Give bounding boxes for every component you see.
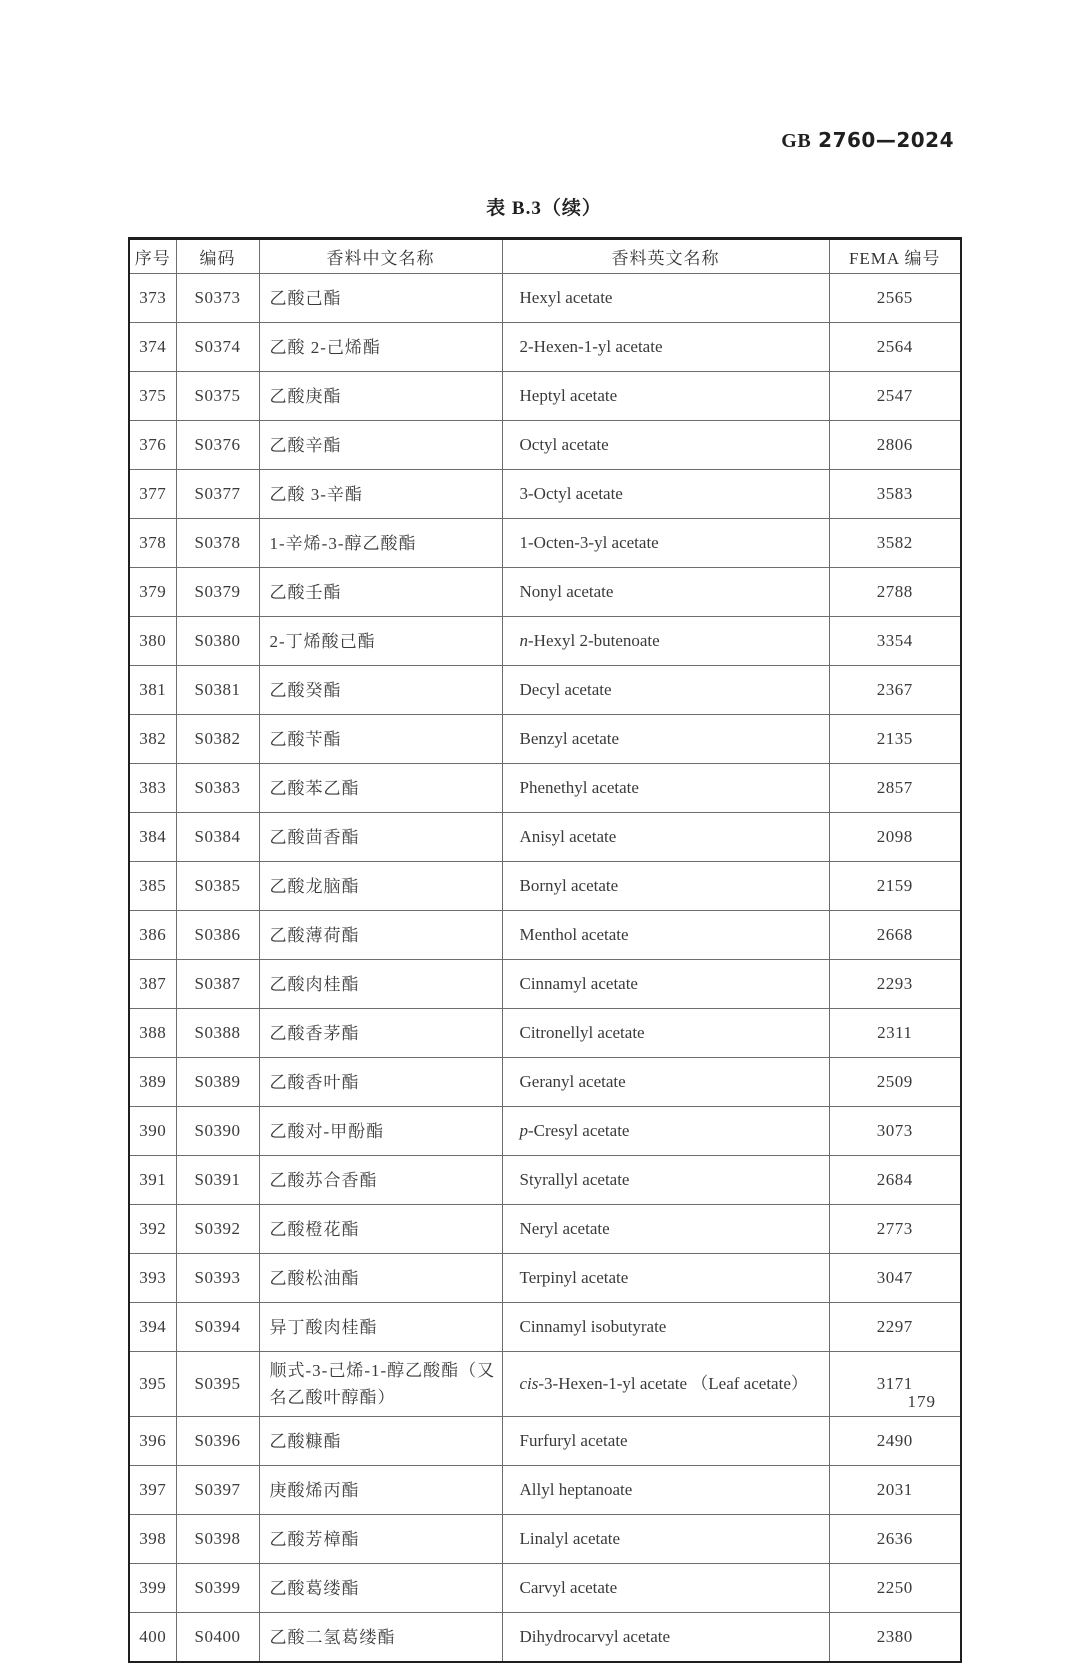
row-fema: 2547 bbox=[829, 372, 961, 421]
row-chinese-name: 2-丁烯酸己酯 bbox=[259, 617, 502, 666]
row-chinese-name: 乙酸苯乙酯 bbox=[259, 764, 502, 813]
row-chinese-name: 乙酸香叶酯 bbox=[259, 1058, 502, 1107]
row-english-text: Carvyl acetate bbox=[519, 1578, 618, 1597]
row-english-name bbox=[502, 862, 829, 911]
table-row bbox=[129, 519, 961, 568]
row-english-text: 1-Octen-3-yl acetate bbox=[519, 533, 659, 552]
row-english-name bbox=[502, 764, 829, 813]
row-english-text: Geranyl acetate bbox=[519, 1072, 626, 1091]
row-code: S0395 bbox=[176, 1352, 259, 1417]
table-row bbox=[129, 960, 961, 1009]
row-english-name bbox=[502, 372, 829, 421]
row-english-name bbox=[502, 274, 829, 323]
row-fema: 2668 bbox=[829, 911, 961, 960]
row-code: S0385 bbox=[176, 862, 259, 911]
row-chinese-name: 乙酸己酯 bbox=[259, 274, 502, 323]
row-serial: 373 bbox=[129, 274, 176, 323]
row-chinese-name: 乙酸辛酯 bbox=[259, 421, 502, 470]
row-english-text: Styrallyl acetate bbox=[519, 1170, 630, 1189]
row-code: S0387 bbox=[176, 960, 259, 1009]
row-english-italic-prefix: n bbox=[519, 631, 528, 650]
table-row bbox=[129, 421, 961, 470]
row-english-text: Bornyl acetate bbox=[519, 876, 619, 895]
table-row bbox=[129, 1058, 961, 1107]
row-fema: 2098 bbox=[829, 813, 961, 862]
table-row bbox=[129, 1352, 961, 1417]
row-serial: 388 bbox=[129, 1009, 176, 1058]
row-code: S0384 bbox=[176, 813, 259, 862]
row-chinese-name: 1-辛烯-3-醇乙酸酯 bbox=[259, 519, 502, 568]
row-english-name bbox=[502, 519, 829, 568]
row-chinese-name: 乙酸茴香酯 bbox=[259, 813, 502, 862]
row-code: S0392 bbox=[176, 1205, 259, 1254]
row-code: S0381 bbox=[176, 666, 259, 715]
row-english-name bbox=[502, 1254, 829, 1303]
row-code: S0396 bbox=[176, 1417, 259, 1466]
row-code: S0375 bbox=[176, 372, 259, 421]
row-fema: 2684 bbox=[829, 1156, 961, 1205]
row-english-name bbox=[502, 1156, 829, 1205]
row-code: S0397 bbox=[176, 1466, 259, 1515]
table-row bbox=[129, 1107, 961, 1156]
row-serial: 393 bbox=[129, 1254, 176, 1303]
row-fema: 2564 bbox=[829, 323, 961, 372]
row-chinese-name: 乙酸肉桂酯 bbox=[259, 960, 502, 1009]
table-row bbox=[129, 617, 961, 666]
table-row bbox=[129, 1564, 961, 1613]
row-english-name bbox=[502, 1107, 829, 1156]
row-serial: 394 bbox=[129, 1303, 176, 1352]
row-serial: 400 bbox=[129, 1613, 176, 1663]
row-serial: 387 bbox=[129, 960, 176, 1009]
table-row bbox=[129, 1613, 961, 1663]
doc-code-prefix: GB bbox=[781, 130, 812, 152]
row-chinese-name: 乙酸庚酯 bbox=[259, 372, 502, 421]
row-fema: 2773 bbox=[829, 1205, 961, 1254]
row-fema: 2490 bbox=[829, 1417, 961, 1466]
row-code: S0386 bbox=[176, 911, 259, 960]
col-header-code: 编码 bbox=[176, 239, 259, 274]
row-fema: 3354 bbox=[829, 617, 961, 666]
table-row bbox=[129, 1466, 961, 1515]
table-row bbox=[129, 1417, 961, 1466]
row-english-name bbox=[502, 1352, 829, 1417]
row-english-name bbox=[502, 1009, 829, 1058]
row-serial: 383 bbox=[129, 764, 176, 813]
table-row bbox=[129, 911, 961, 960]
row-english-text: Cinnamyl isobutyrate bbox=[519, 1317, 667, 1336]
row-serial: 392 bbox=[129, 1205, 176, 1254]
row-serial: 391 bbox=[129, 1156, 176, 1205]
row-english-text: Furfuryl acetate bbox=[519, 1431, 628, 1450]
row-fema: 3171 bbox=[829, 1352, 961, 1417]
row-english-text: Neryl acetate bbox=[519, 1219, 610, 1238]
table-row bbox=[129, 1515, 961, 1564]
row-serial: 379 bbox=[129, 568, 176, 617]
row-english-name bbox=[502, 1417, 829, 1466]
page-number: 179 bbox=[907, 1392, 936, 1411]
row-chinese-name: 乙酸苄酯 bbox=[259, 715, 502, 764]
row-english-text: Heptyl acetate bbox=[519, 386, 618, 405]
table-title: 表 B.3（续） bbox=[486, 198, 602, 219]
table-row bbox=[129, 1254, 961, 1303]
table-row bbox=[129, 1009, 961, 1058]
table-row bbox=[129, 862, 961, 911]
row-code: S0390 bbox=[176, 1107, 259, 1156]
row-english-name bbox=[502, 421, 829, 470]
row-serial: 385 bbox=[129, 862, 176, 911]
row-english-name bbox=[502, 1058, 829, 1107]
row-serial: 389 bbox=[129, 1058, 176, 1107]
row-code: S0388 bbox=[176, 1009, 259, 1058]
table-row bbox=[129, 323, 961, 372]
row-fema: 2788 bbox=[829, 568, 961, 617]
table-row bbox=[129, 372, 961, 421]
doc-code bbox=[781, 128, 954, 153]
row-english-name bbox=[502, 1466, 829, 1515]
row-serial: 396 bbox=[129, 1417, 176, 1466]
row-english-name bbox=[502, 715, 829, 764]
row-serial: 395 bbox=[129, 1352, 176, 1417]
row-english-text: -3-Hexen-1-yl acetate （Leaf acetate） bbox=[538, 1374, 808, 1393]
table-row bbox=[129, 1303, 961, 1352]
row-english-name bbox=[502, 617, 829, 666]
row-chinese-name: 乙酸葛缕酯 bbox=[259, 1564, 502, 1613]
table-row bbox=[129, 1156, 961, 1205]
row-english-italic-prefix: cis bbox=[519, 1374, 539, 1393]
table-row bbox=[129, 568, 961, 617]
table-row bbox=[129, 813, 961, 862]
col-header-serial: 序号 bbox=[129, 239, 176, 274]
row-chinese-name: 乙酸薄荷酯 bbox=[259, 911, 502, 960]
row-chinese-name: 乙酸松油酯 bbox=[259, 1254, 502, 1303]
row-english-text: Octyl acetate bbox=[519, 435, 609, 454]
row-code: S0373 bbox=[176, 274, 259, 323]
col-header-english-name: 香料英文名称 bbox=[502, 239, 829, 274]
row-code: S0394 bbox=[176, 1303, 259, 1352]
row-chinese-name: 乙酸龙脑酯 bbox=[259, 862, 502, 911]
row-english-text: Linalyl acetate bbox=[519, 1529, 621, 1548]
row-english-text: Terpinyl acetate bbox=[519, 1268, 629, 1287]
row-code: S0400 bbox=[176, 1613, 259, 1663]
row-english-name bbox=[502, 960, 829, 1009]
row-serial: 374 bbox=[129, 323, 176, 372]
row-english-name bbox=[502, 1303, 829, 1352]
table-row bbox=[129, 470, 961, 519]
row-english-text: Hexyl acetate bbox=[519, 288, 613, 307]
row-code: S0389 bbox=[176, 1058, 259, 1107]
row-english-name bbox=[502, 911, 829, 960]
row-chinese-name: 乙酸对-甲酚酯 bbox=[259, 1107, 502, 1156]
row-english-text: Dihydrocarvyl acetate bbox=[519, 1627, 671, 1646]
row-fema: 2293 bbox=[829, 960, 961, 1009]
row-fema: 2806 bbox=[829, 421, 961, 470]
row-fema: 2311 bbox=[829, 1009, 961, 1058]
row-code: S0379 bbox=[176, 568, 259, 617]
row-serial: 378 bbox=[129, 519, 176, 568]
row-english-name bbox=[502, 1205, 829, 1254]
row-english-text: Cinnamyl acetate bbox=[519, 974, 638, 993]
row-serial: 382 bbox=[129, 715, 176, 764]
col-header-chinese-name: 香料中文名称 bbox=[259, 239, 502, 274]
row-english-name bbox=[502, 568, 829, 617]
row-serial: 381 bbox=[129, 666, 176, 715]
row-code: S0399 bbox=[176, 1564, 259, 1613]
row-english-text: Decyl acetate bbox=[519, 680, 612, 699]
row-code: S0376 bbox=[176, 421, 259, 470]
row-code: S0382 bbox=[176, 715, 259, 764]
table-row bbox=[129, 666, 961, 715]
row-english-text: Phenethyl acetate bbox=[519, 778, 639, 797]
row-fema: 2857 bbox=[829, 764, 961, 813]
header-row bbox=[129, 239, 961, 274]
row-fema: 3073 bbox=[829, 1107, 961, 1156]
row-code: S0383 bbox=[176, 764, 259, 813]
row-chinese-name: 乙酸癸酯 bbox=[259, 666, 502, 715]
row-code: S0393 bbox=[176, 1254, 259, 1303]
row-fema: 2135 bbox=[829, 715, 961, 764]
row-english-name bbox=[502, 470, 829, 519]
row-serial: 380 bbox=[129, 617, 176, 666]
row-fema: 3582 bbox=[829, 519, 961, 568]
row-english-name bbox=[502, 1515, 829, 1564]
row-code: S0398 bbox=[176, 1515, 259, 1564]
table-row bbox=[129, 764, 961, 813]
row-fema: 2565 bbox=[829, 274, 961, 323]
row-fema: 2636 bbox=[829, 1515, 961, 1564]
row-english-name bbox=[502, 666, 829, 715]
row-fema: 2509 bbox=[829, 1058, 961, 1107]
col-header-fema: FEMA 编号 bbox=[829, 239, 961, 274]
row-english-text: Anisyl acetate bbox=[519, 827, 617, 846]
row-code: S0391 bbox=[176, 1156, 259, 1205]
row-chinese-name: 异丁酸肉桂酯 bbox=[259, 1303, 502, 1352]
row-chinese-name: 乙酸橙花酯 bbox=[259, 1205, 502, 1254]
row-english-text: -Cresyl acetate bbox=[528, 1121, 630, 1140]
doc-code-number: 2760—2024 bbox=[818, 128, 954, 152]
row-english-name bbox=[502, 1613, 829, 1663]
row-chinese-name: 庚酸烯丙酯 bbox=[259, 1466, 502, 1515]
row-chinese-name: 顺式-3-己烯-1-醇乙酸酯（又名乙酸叶醇酯） bbox=[259, 1352, 502, 1417]
row-serial: 376 bbox=[129, 421, 176, 470]
row-fema: 3583 bbox=[829, 470, 961, 519]
table-row bbox=[129, 1205, 961, 1254]
row-english-text: Menthol acetate bbox=[519, 925, 629, 944]
row-fema: 2297 bbox=[829, 1303, 961, 1352]
table-row bbox=[129, 274, 961, 323]
row-serial: 390 bbox=[129, 1107, 176, 1156]
row-english-text: -Hexyl 2-butenoate bbox=[528, 631, 660, 650]
row-chinese-name: 乙酸 3-辛酯 bbox=[259, 470, 502, 519]
row-fema: 2159 bbox=[829, 862, 961, 911]
row-fema: 2250 bbox=[829, 1564, 961, 1613]
row-serial: 398 bbox=[129, 1515, 176, 1564]
row-chinese-name: 乙酸二氢葛缕酯 bbox=[259, 1613, 502, 1663]
row-chinese-name: 乙酸 2-己烯酯 bbox=[259, 323, 502, 372]
row-english-name bbox=[502, 1564, 829, 1613]
flavor-table bbox=[128, 237, 962, 1663]
row-code: S0378 bbox=[176, 519, 259, 568]
table-row bbox=[129, 715, 961, 764]
row-english-italic-prefix: p bbox=[519, 1121, 528, 1140]
row-serial: 399 bbox=[129, 1564, 176, 1613]
row-english-text: Allyl heptanoate bbox=[519, 1480, 633, 1499]
row-fema: 3047 bbox=[829, 1254, 961, 1303]
row-serial: 386 bbox=[129, 911, 176, 960]
row-chinese-name: 乙酸壬酯 bbox=[259, 568, 502, 617]
row-chinese-name: 乙酸芳樟酯 bbox=[259, 1515, 502, 1564]
row-english-name bbox=[502, 323, 829, 372]
row-english-text: 3-Octyl acetate bbox=[519, 484, 623, 503]
row-chinese-name: 乙酸苏合香酯 bbox=[259, 1156, 502, 1205]
row-fema: 2031 bbox=[829, 1466, 961, 1515]
row-english-text: Benzyl acetate bbox=[519, 729, 620, 748]
row-code: S0380 bbox=[176, 617, 259, 666]
row-serial: 375 bbox=[129, 372, 176, 421]
row-code: S0377 bbox=[176, 470, 259, 519]
row-serial: 377 bbox=[129, 470, 176, 519]
row-english-text: Citronellyl acetate bbox=[519, 1023, 645, 1042]
row-english-text: 2-Hexen-1-yl acetate bbox=[519, 337, 663, 356]
row-chinese-name: 乙酸香茅酯 bbox=[259, 1009, 502, 1058]
row-code: S0374 bbox=[176, 323, 259, 372]
row-english-text: Nonyl acetate bbox=[519, 582, 614, 601]
row-english-name bbox=[502, 813, 829, 862]
row-fema: 2367 bbox=[829, 666, 961, 715]
row-serial: 384 bbox=[129, 813, 176, 862]
row-serial: 397 bbox=[129, 1466, 176, 1515]
row-chinese-name: 乙酸糠酯 bbox=[259, 1417, 502, 1466]
row-fema: 2380 bbox=[829, 1613, 961, 1663]
